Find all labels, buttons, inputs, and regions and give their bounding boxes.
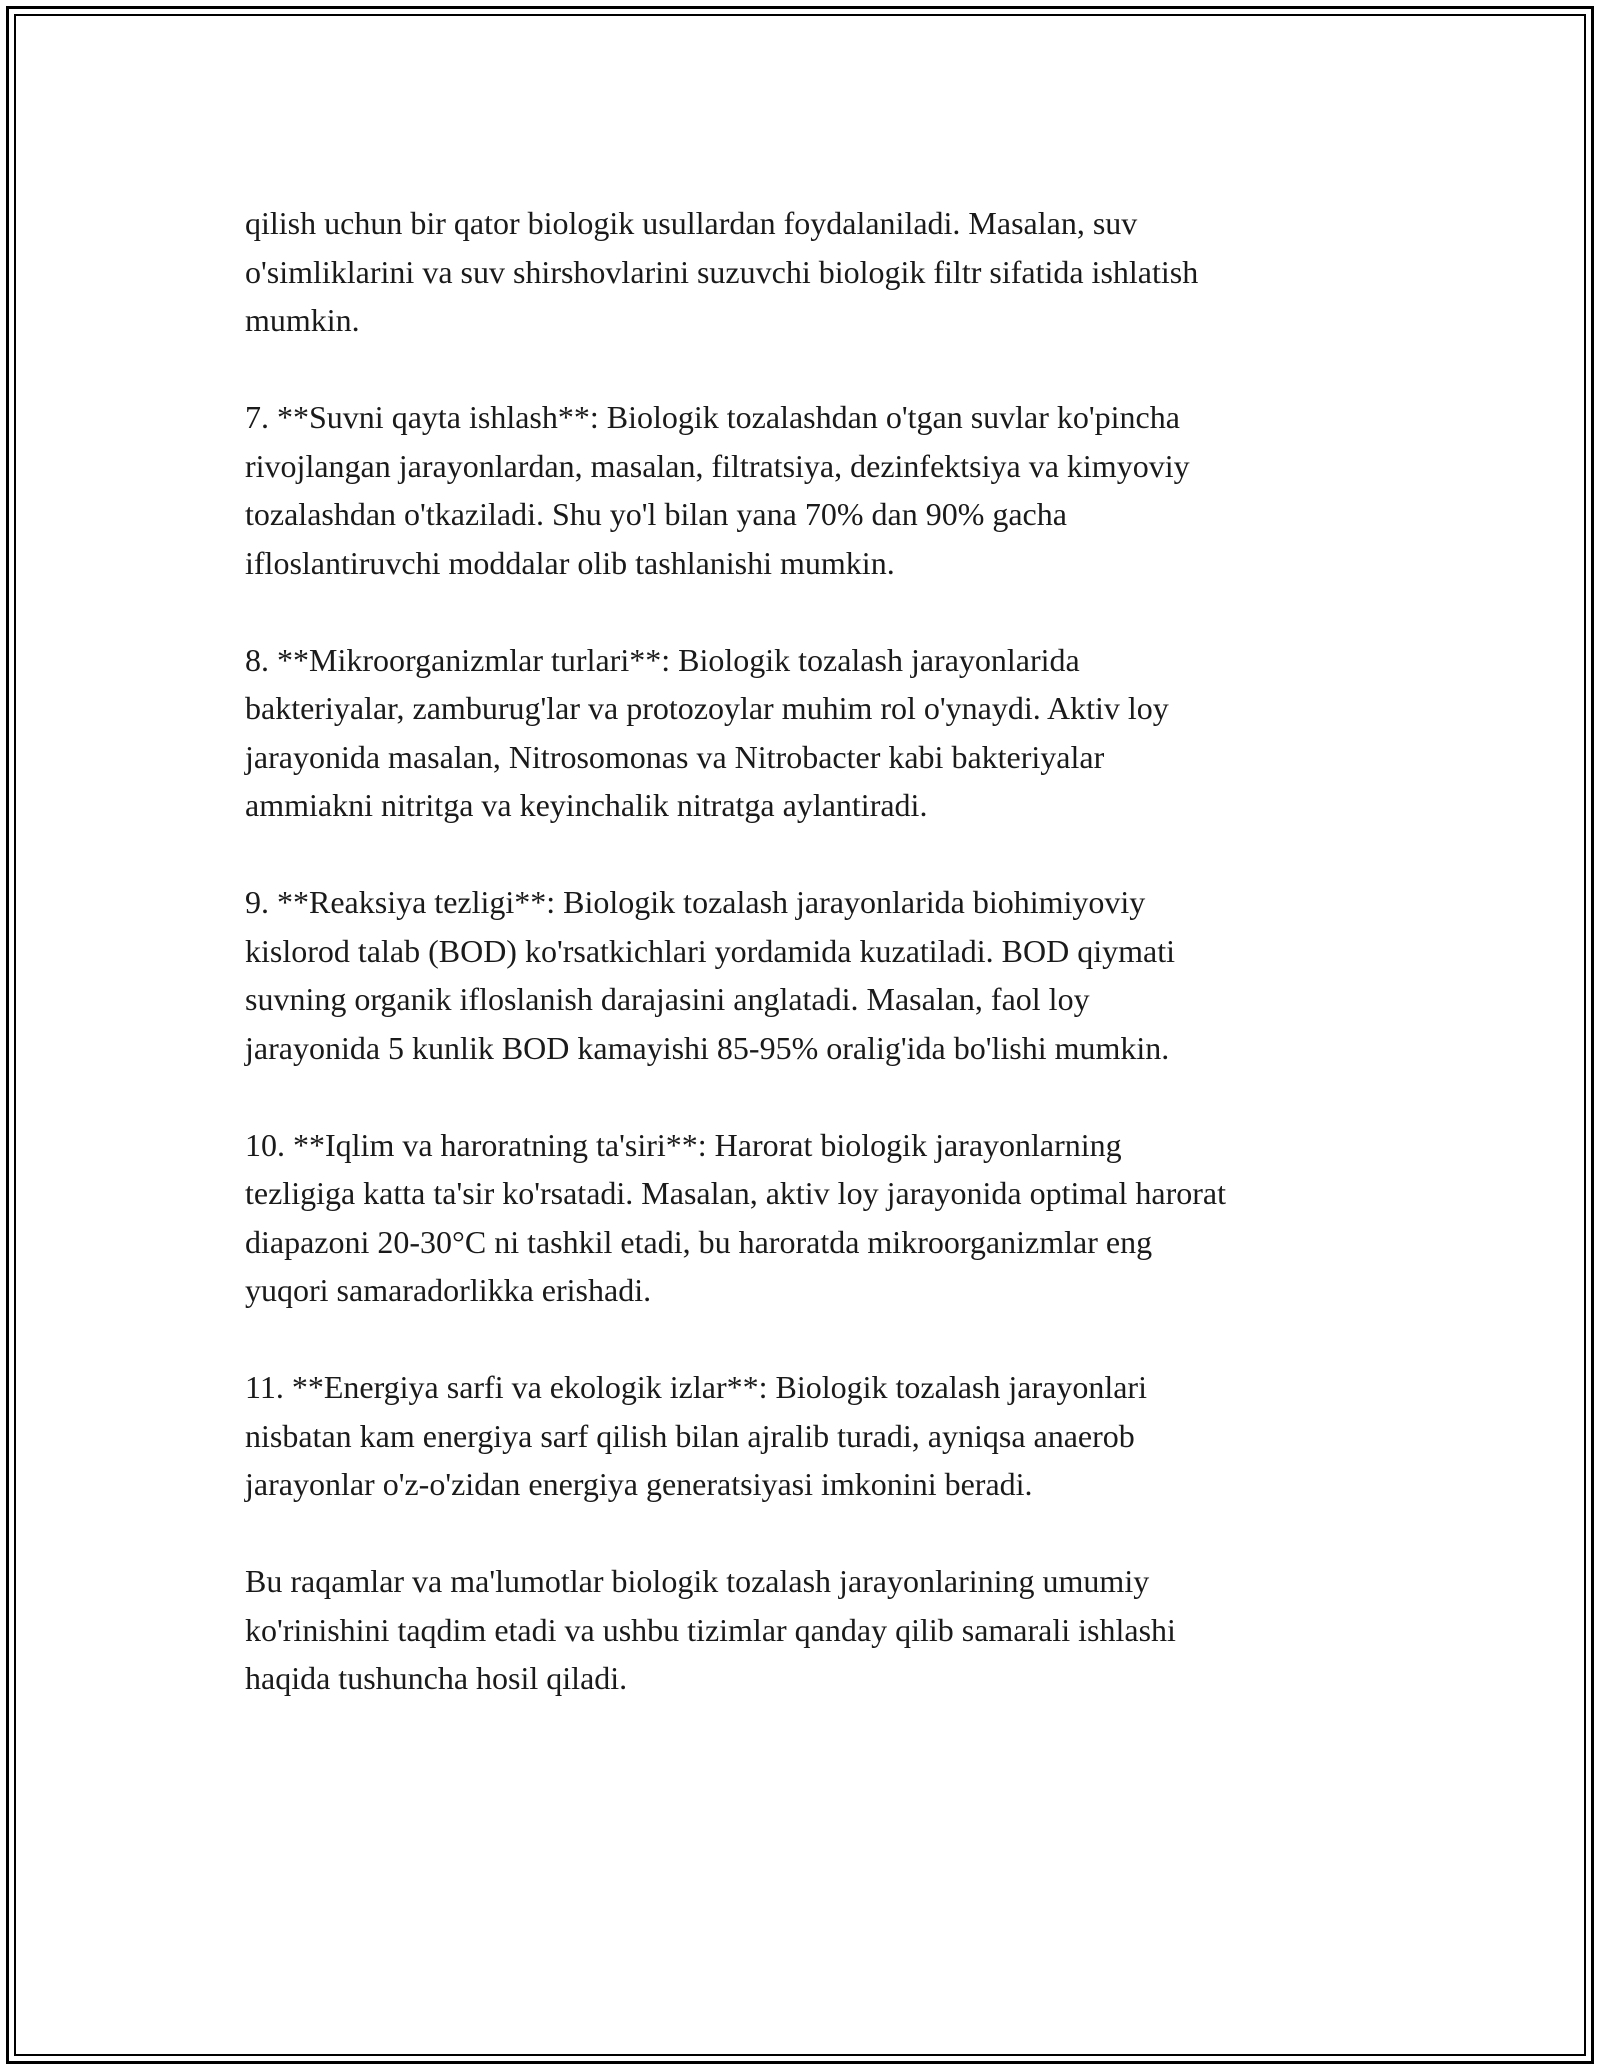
paragraph-item-8: 8. **Mikroorganizmlar turlari**: Biologik tozalash jarayonlarida bakteriyalar, zamburug'lar va protozoylar muhim rol o'ynaydi. Aktiv loy jarayonida masalan, Nitrosomonas va Nitrobacter kabi bakteriyalar ammiakni nitritga va keyinchalik nitratga aylantiradi. bbox=[245, 641, 1169, 823]
paragraph-conclusion: Bu raqamlar va ma'lumotlar biologik tozalash jarayonlarining umumiy ko'rinishini taqdim etadi va ushbu tizimlar qanday qilib samarali ishlashi haqida tushuncha hosil qiladi. bbox=[245, 1563, 1176, 1696]
document-body bbox=[245, 199, 1395, 1751]
paragraph-item-7: 7. **Suvni qayta ishlash**: Biologik tozalashdan o'tgan suvlar ko'pincha rivojlangan jarayonlardan, masalan, filtratsiya, dezinfektsiya va kimyoviy tozalashdan o'tkaziladi. Shu yo'l bilan yana 70% dan 90% gacha ifloslantiruvchi moddalar olib tashlanishi mumkin. bbox=[245, 399, 1190, 581]
paragraph-item-11: 11. **Energiya sarfi va ekologik izlar**: Biologik tozalash jarayonlari nisbatan kam energiya sarf qilish bilan ajralib turadi, ayniqsa anaerob jarayonlar o'z-o'zidan energiya generatsiyasi imkonini beradi. bbox=[245, 1369, 1147, 1502]
paragraph-item-10: 10. **Iqlim va haroratning ta'siri**: Harorat biologik jarayonlarning tezligiga katta ta'sir ko'rsatadi. Masalan, aktiv loy jarayonida optimal harorat diapazoni 20-30°C ni tashkil etadi, bu haroratda mikroorganizmlar eng yuqori samaradorlikka erishadi. bbox=[245, 1126, 1226, 1308]
paragraph-item-9: 9. **Reaksiya tezligi**: Biologik tozalash jarayonlarida biohimiyoviy kislorod talab (BOD) ko'rsatkichlari yordamida kuzatiladi. BOD qiymati suvning organik ifloslanish darajasini anglatadi. Masalan, faol loy jarayonida 5 kunlik BOD kamayishi 85-95% oralig'ida bo'lishi mumkin. bbox=[245, 884, 1175, 1066]
paragraph-intro: qilish uchun bir qator biologik usullardan foydalaniladi. Masalan, suv o'simliklarini va suv shirshovlarini suzuvchi biologik filtr sifatida ishlatish mumkin. bbox=[245, 205, 1199, 338]
page-frame bbox=[6, 6, 1594, 2064]
